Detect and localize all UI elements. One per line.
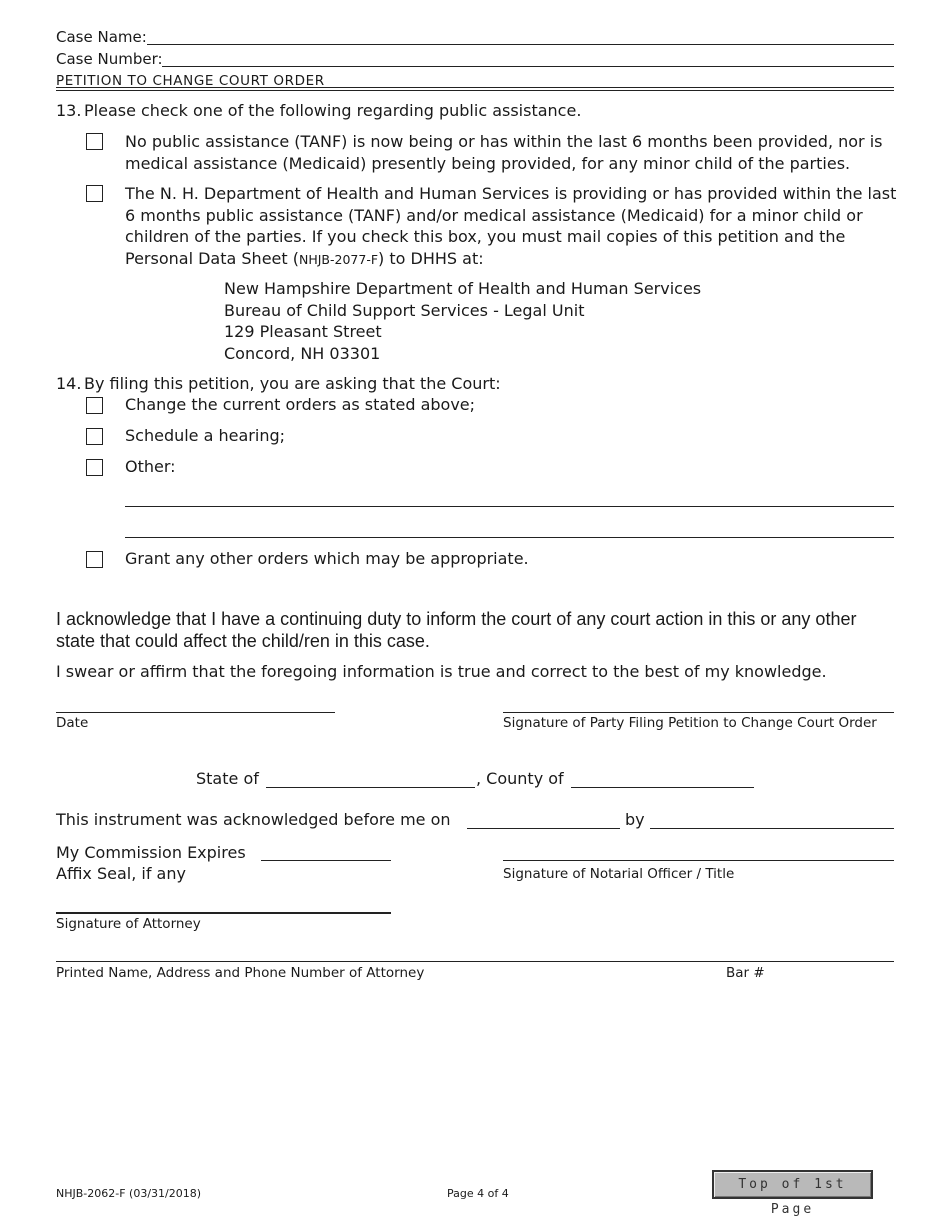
notarial-signature-field[interactable]: [503, 860, 894, 861]
case-number-label: Case Number:: [56, 50, 163, 68]
form-title: PETITION TO CHANGE COURT ORDER: [56, 73, 325, 89]
q13-dhhs-text-part2: ) to DHHS at:: [378, 248, 484, 268]
q14-question: By filing this petition, you are asking that the Court:: [84, 374, 501, 393]
attorney-info-field[interactable]: [56, 961, 894, 962]
q13-number: 13.: [56, 101, 82, 120]
swear-text: I swear or affirm that the foregoing information is true and correct to the best of my knowledge.: [56, 662, 827, 681]
county-label: , County of: [476, 769, 564, 788]
commission-expires-field[interactable]: [261, 860, 391, 861]
acknowledged-date-field[interactable]: [467, 828, 620, 829]
q14-other-checkbox[interactable]: [86, 459, 103, 476]
q13-dhhs-checkbox[interactable]: [86, 185, 103, 202]
date-label: Date: [56, 715, 89, 731]
bar-number-label: Bar #: [726, 965, 765, 981]
title-rule-bottom: [56, 90, 894, 91]
address-line: 129 Pleasant Street: [224, 322, 382, 341]
acknowledged-by-field[interactable]: [650, 828, 894, 829]
affix-seal-label: Affix Seal, if any: [56, 864, 186, 883]
q14-change-orders-checkbox[interactable]: [86, 397, 103, 414]
address-line: Concord, NH 03301: [224, 343, 381, 363]
attorney-info-label: Printed Name, Address and Phone Number of Attorney: [56, 965, 425, 981]
q13-no-assistance-checkbox[interactable]: [86, 133, 103, 150]
county-field[interactable]: [571, 787, 754, 788]
date-field[interactable]: [56, 712, 335, 713]
by-label: by: [625, 810, 645, 829]
case-name-field[interactable]: [147, 44, 894, 45]
q14-other-text: Other:: [125, 457, 176, 476]
page-number: Page 4 of 4: [447, 1187, 509, 1200]
acknowledgement-text: I acknowledge that I have a continuing duty to inform the court of any court action in this or any other state that could affect the child/ren in this case.: [56, 609, 857, 651]
notarial-signature-label: Signature of Notarial Officer / Title: [503, 866, 735, 882]
case-number-field[interactable]: [162, 66, 894, 67]
form-id: NHJB-2062-F (03/31/2018): [56, 1187, 202, 1200]
q14-number: 14.: [56, 374, 82, 393]
state-label: State of: [196, 769, 259, 788]
commission-expires-label: My Commission Expires: [56, 843, 246, 862]
q14-grant-orders-checkbox[interactable]: [86, 551, 103, 568]
q13-no-assistance-text: No public assistance (TANF) is now being or has within the last 6 months been provided, nor is medical assistance (Medicaid) presently being provided, for any minor child of the parties.: [125, 132, 883, 173]
title-rule-top: [56, 87, 894, 88]
q14-other-line-1[interactable]: [125, 506, 894, 507]
acknowledged-label: This instrument was acknowledged before me on: [56, 810, 451, 829]
q14-schedule-hearing-checkbox[interactable]: [86, 428, 103, 445]
party-signature-label: Signature of Party Filing Petition to Change Court Order: [503, 715, 877, 731]
q14-schedule-hearing-text: Schedule a hearing;: [125, 426, 285, 445]
q13-dhhs-text: [125, 183, 900, 270]
attorney-signature-field[interactable]: [56, 912, 391, 914]
party-signature-field[interactable]: [503, 712, 894, 713]
case-name-label: Case Name:: [56, 28, 147, 46]
dhhs-address: [224, 278, 701, 364]
q13-dhhs-form-ref: NHJB-2077-F: [298, 251, 379, 267]
q14-other-line-2[interactable]: [125, 537, 894, 538]
attorney-signature-label: Signature of Attorney: [56, 916, 201, 932]
address-line: New Hampshire Department of Health and Human Services: [224, 279, 702, 298]
q13-dhhs-text-part1: The N. H. Department of Health and Human Services is providing or has provided within the last 6 months public assistance (TANF) and/or medical assistance (Medicaid) for a minor child or children of the parties. If you check this box, you must mail copies of this petition and the Personal Data Sheet (: [125, 184, 897, 268]
q14-grant-orders-text: Grant any other orders which may be appropriate.: [125, 549, 529, 568]
top-of-first-page-button[interactable]: Top of 1st Page: [712, 1170, 873, 1199]
address-line: Bureau of Child Support Services - Legal Unit: [224, 300, 585, 320]
q14-change-orders-text: Change the current orders as stated above;: [125, 395, 476, 414]
q13-question: Please check one of the following regarding public assistance.: [84, 101, 582, 120]
state-field[interactable]: [266, 787, 475, 788]
